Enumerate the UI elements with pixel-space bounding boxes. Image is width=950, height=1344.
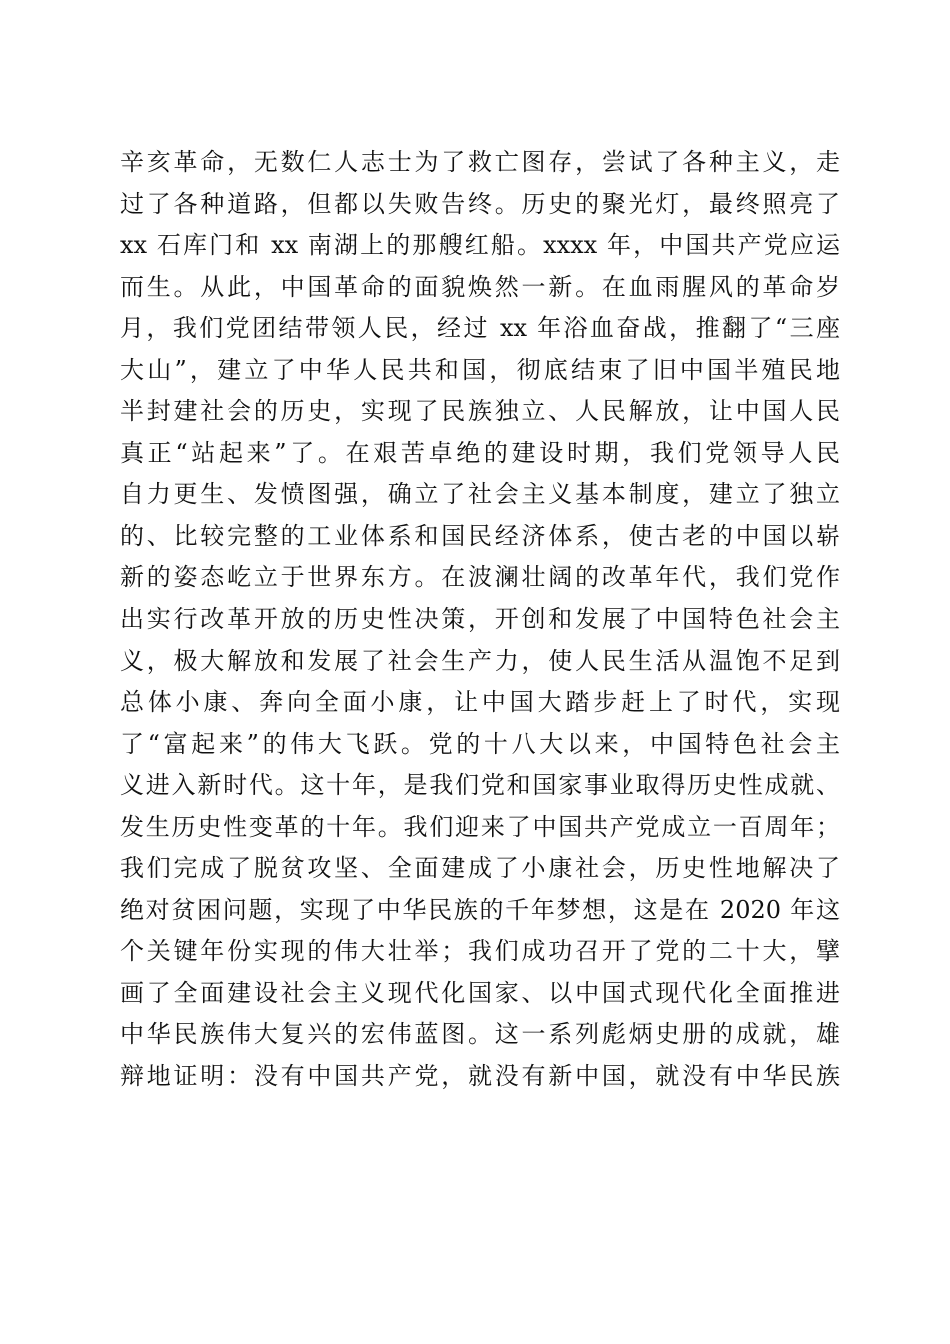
text-line: 我们完成了脱贫攻坚、全面建成了小康社会，历史性地解决了 [120,854,840,883]
text-line: 画了全面建设社会主义现代化国家、以中国式现代化全面推进 [120,978,840,1007]
text-line: 月，我们党团结带领人民，经过 xx 年浴血奋战，推翻了“三座 [120,314,840,343]
text-line: xx 石库门和 xx 南湖上的那艘红船。xxxx 年，中国共产党应运 [120,231,840,260]
text-line: 绝对贫困问题，实现了中华民族的千年梦想，这是在 2020 年这 [120,895,840,924]
text-line: 义，极大解放和发展了社会生产力，使人民生活从温饱不足到 [120,646,840,675]
text-line: 辩地证明：没有中国共产党，就没有新中国，就没有中华民族 [120,1062,840,1091]
text-line: 了“富起来”的伟大飞跃。党的十八大以来，中国特色社会主 [120,729,840,758]
body-paragraph [120,142,840,1098]
text-line: 的、比较完整的工业体系和国民经济体系，使古老的中国以崭 [120,521,840,550]
text-line: 而生。从此，中国革命的面貌焕然一新。在血雨腥风的革命岁 [120,272,840,301]
text-line: 过了各种道路，但都以失败告终。历史的聚光灯，最终照亮了 [120,189,840,218]
text-line: 出实行改革开放的历史性决策，开创和发展了中国特色社会主 [120,605,840,634]
text-line: 中华民族伟大复兴的宏伟蓝图。这一系列彪炳史册的成就，雄 [120,1020,840,1049]
text-line: 辛亥革命，无数仁人志士为了救亡图存，尝试了各种主义，走 [120,148,840,176]
text-line: 大山”，建立了中华人民共和国，彻底结束了旧中国半殖民地 [120,355,840,384]
text-line: 个关键年份实现的伟大壮举；我们成功召开了党的二十大，擘 [120,937,840,966]
text-line: 发生历史性变革的十年。我们迎来了中国共产党成立一百周年； [120,812,840,841]
text-line: 自力更生、发愤图强，确立了社会主义基本制度，建立了独立 [120,480,840,509]
text-line: 总体小康、奔向全面小康，让中国大踏步赶上了时代，实现 [120,688,840,717]
text-line: 义进入新时代。这十年，是我们党和国家事业取得历史性成就、 [120,771,840,800]
text-line: 半封建社会的历史，实现了民族独立、人民解放，让中国人民 [120,397,840,426]
text-line: 新的姿态屹立于世界东方。在波澜壮阔的改革年代，我们党作 [120,563,840,592]
text-line: 真正“站起来”了。在艰苦卓绝的建设时期，我们党领导人民 [120,438,840,467]
